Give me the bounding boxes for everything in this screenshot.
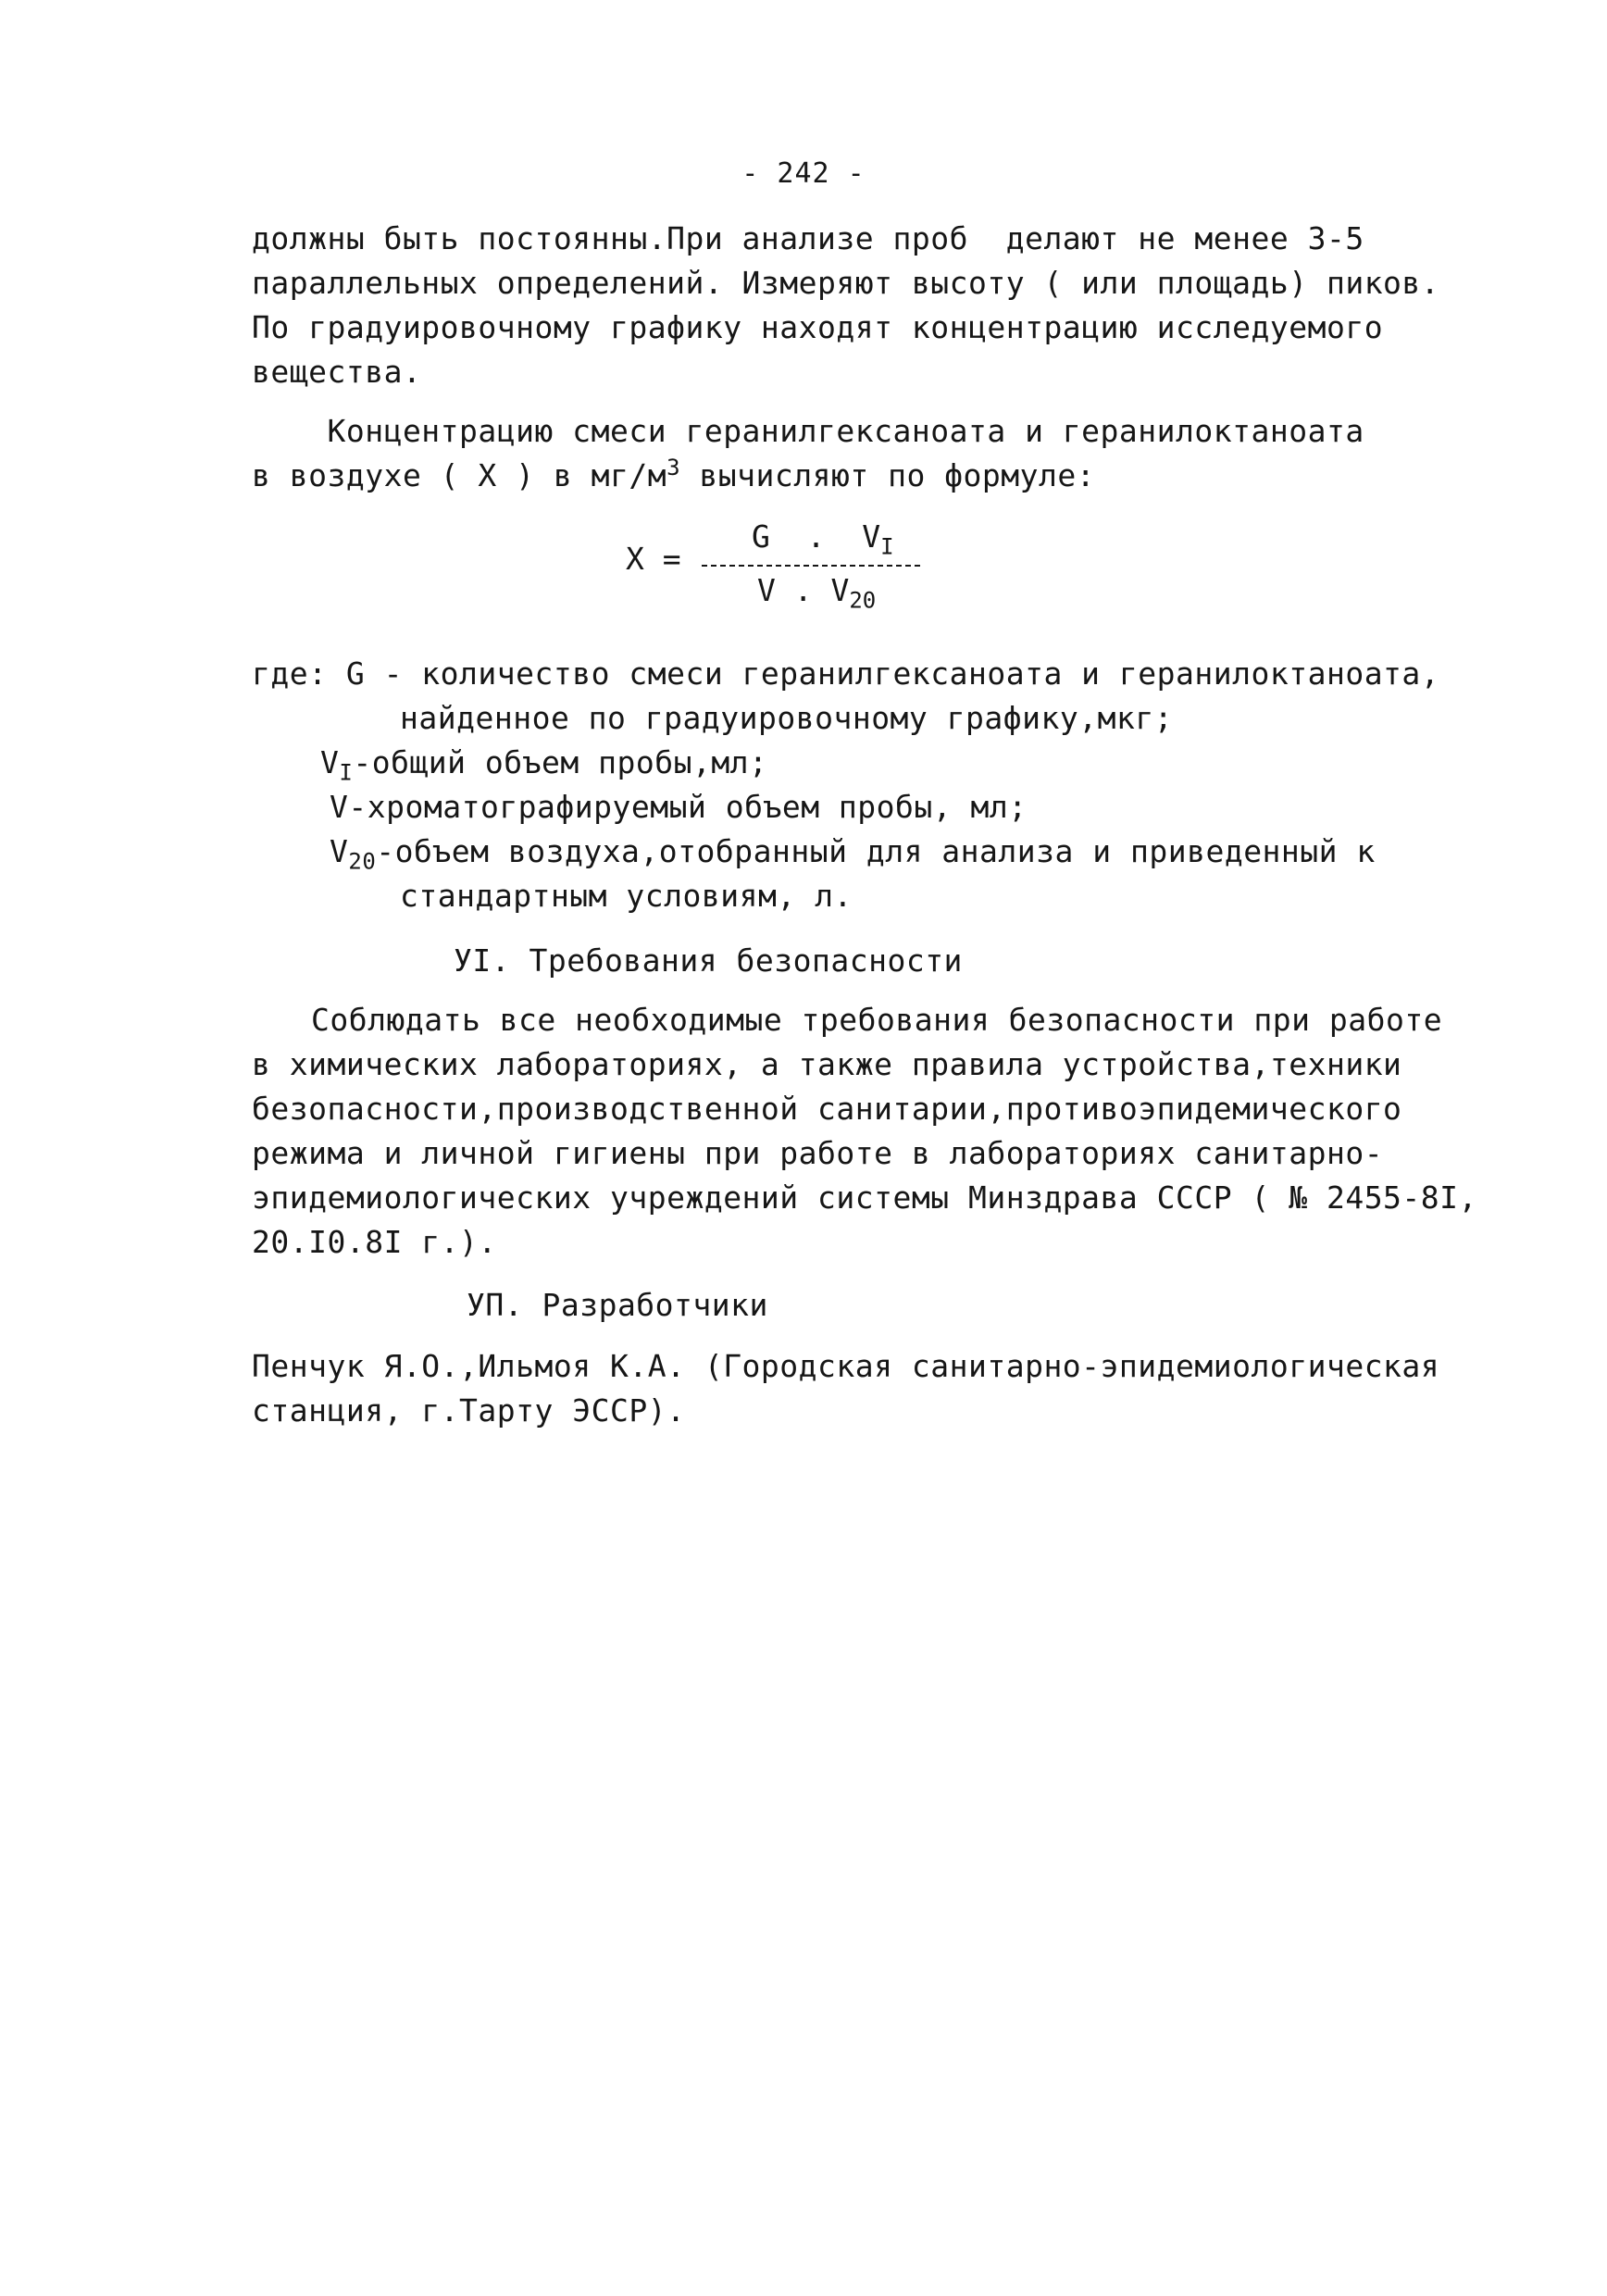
v1-text: -общий объем пробы,мл;: [353, 744, 768, 780]
where-v20-line: [330, 833, 1376, 875]
where-line-2: найденное по градуировочному графику,мкг;: [400, 700, 1174, 736]
v-text: -хроматографируемый объем пробы, мл;: [348, 789, 1028, 825]
formula-denominator-text: V . V: [757, 572, 850, 608]
paragraph-2-line-1: Концентрацию смеси геранилгексаноата и геранилоктаноата: [252, 413, 1364, 449]
page-number: - 242 -: [741, 157, 866, 190]
paragraph-1-line-1: должны быть постоянны.При анализе проб делают не менее 3-5: [252, 220, 1364, 256]
v1-subscript: I: [339, 759, 354, 786]
formula-lhs: Х =: [626, 541, 681, 577]
v1-symbol: V: [320, 744, 340, 780]
where-v20-line-2: стандартным условиям, л.: [400, 878, 853, 914]
where-v1-line: [320, 744, 768, 786]
paragraph-2-line-2-start: в воздухе ( Х ) в мг/м: [252, 457, 667, 493]
fraction-bar: [702, 565, 920, 567]
where-v-line: [330, 789, 1028, 826]
v20-text: -объем воздуха,отобранный для анализа и приведенный к: [376, 833, 1376, 869]
formula-denominator-sub: 20: [849, 587, 877, 614]
v-symbol: V: [330, 789, 349, 825]
section-7-title: УП. Разработчики: [467, 1287, 768, 1323]
formula-numerator-sub: I: [880, 533, 894, 560]
paragraph-1-line-2: параллельных определений. Измеряют высоту ( или площадь) пиков.: [252, 265, 1440, 301]
section-6-line-6: 20.I0.8I г.).: [252, 1224, 497, 1260]
section-6-line-2: в химических лабораториях, а также правила устройства,техники: [252, 1046, 1402, 1082]
section-6-title: УI. Требования безопасности: [454, 942, 963, 979]
section-7-line-1: Пенчук Я.О.,Ильмоя К.А. (Городская санитарно-эпидемиологическая: [252, 1348, 1440, 1384]
paragraph-1-line-4: вещества.: [252, 354, 422, 390]
paragraph-2-line-2-end: вычисляют по формуле:: [680, 457, 1096, 493]
section-6-line-5: эпидемиологических учреждений системы Минздрава СССР ( № 2455-8I,: [252, 1179, 1477, 1216]
cubic-superscript: 3: [666, 455, 681, 480]
section-6-line-4: режима и личной гигиены при работе в лабораториях санитарно-: [252, 1135, 1384, 1171]
v20-symbol: V: [330, 833, 349, 869]
paragraph-1-line-3: По градуировочному графику находят концентрацию исследуемого: [252, 309, 1384, 345]
formula-numerator-text: G . V: [752, 518, 881, 555]
where-line-1: где: G - количество смеси геранилгексаноата и геранилоктаноата,: [252, 655, 1440, 692]
concentration-formula: [626, 518, 959, 630]
section-6-line-3: безопасности,производственной санитарии,противоэпидемического: [252, 1091, 1402, 1127]
section-7-line-2: станция, г.Тарту ЭССР).: [252, 1392, 686, 1429]
paragraph-2-line-2: [252, 457, 1095, 494]
v20-subscript: 20: [348, 848, 377, 875]
formula-denominator: [757, 572, 877, 614]
formula-numerator: [752, 518, 894, 560]
section-6-line-1: Соблюдать все необходимые требования безопасности при работе: [311, 1002, 1443, 1038]
